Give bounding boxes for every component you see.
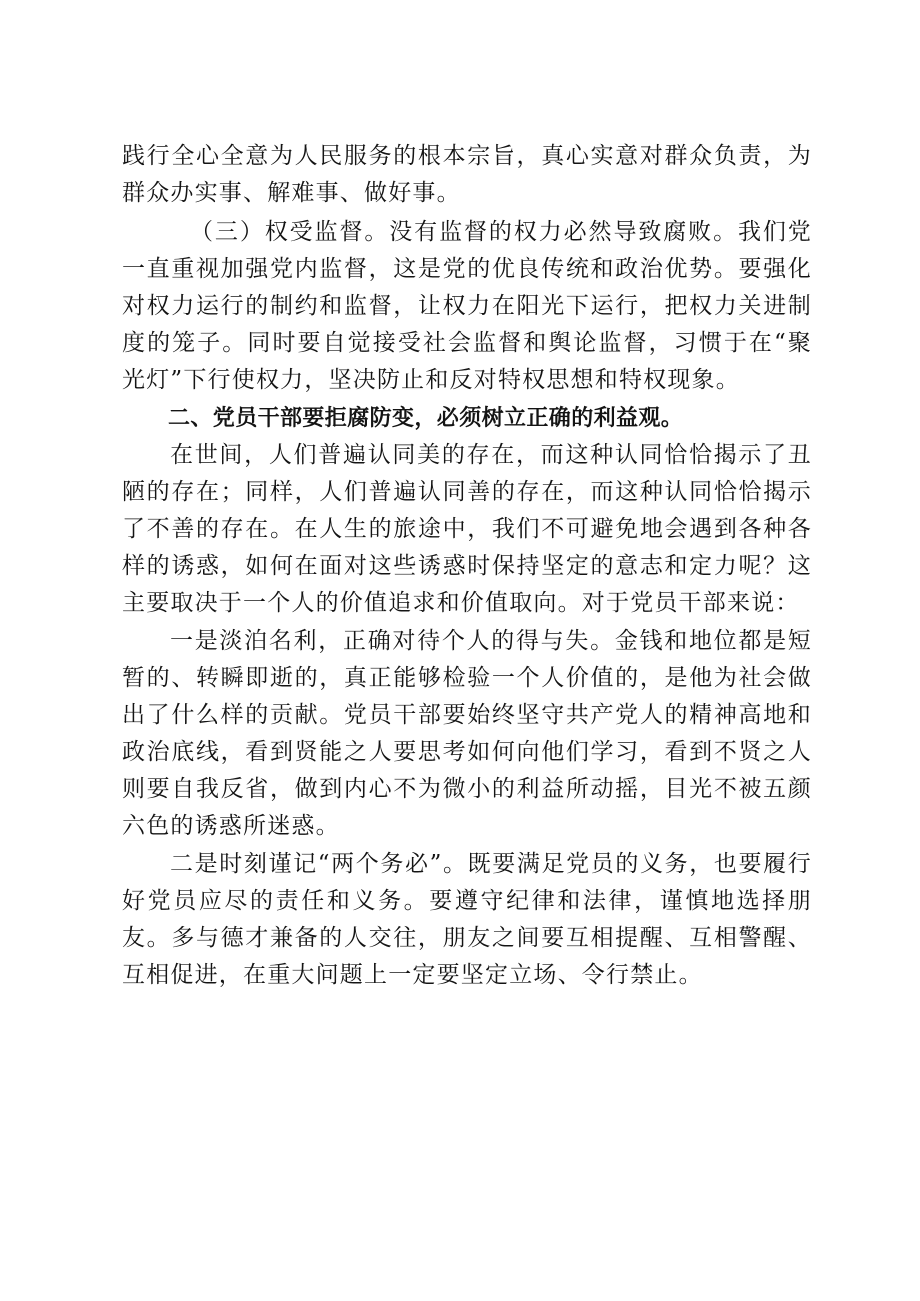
paragraph-temptation: 在世间，人们普遍认同美的存在，而这种认同恰恰揭示了丑陋的存在；同样，人们普遍认同善的存在，而这种认同恰恰揭示了不善的存在。在人生的旅途中，我们不可避免地会遇到各种各样的诱惑，如何在面对这些诱惑时保持坚定的意志和定力呢？这主要取决于一个人的价值追求和价值取向。对于党员干部来说：	[122, 442, 812, 616]
paragraph-point-one: 一是淡泊名利，正确对待个人的得与失。金钱和地位都是短暂的、转瞬即逝的，真正能够检验一个人价值的，是他为社会做出了什么样的贡献。党员干部要始终坚守共产党人的精神高地和政治底线，看到贤能之人要思考如何向他们学习，看到不贤之人则要自我反省，做到内心不为微小的利益所动摇，目光不被五颜六色的诱惑所迷惑。	[122, 628, 812, 839]
document-body	[122, 138, 812, 994]
paragraph-continued: 践行全心全意为人民服务的根本宗旨，真心实意对群众负责，为群众办实事、解难事、做好事。	[122, 143, 812, 206]
paragraph-point-two: 二是时刻谨记“两个务必”。既要满足党员的义务，也要履行好党员应尽的责任和义务。要遵守纪律和法律，谨慎地选择朋友。多与德才兼备的人交往，朋友之间要互相提醒、互相警醒、互相促进，在重大问题上一定要坚定立场、令行禁止。	[122, 851, 812, 988]
paragraph-power-supervision: （三）权受监督。没有监督的权力必然导致腐败。我们党一直重视加强党内监督，这是党的优良传统和政治优势。要强化对权力运行的制约和监督，让权力在阳光下运行，把权力关进制度的笼子。同时要自觉接受社会监督和舆论监督，习惯于在“聚光灯”下行使权力，坚决防止和反对特权思想和特权现象。	[122, 219, 812, 393]
section-heading: 二、党员干部要拒腐防变，必须树立正确的利益观。	[168, 406, 684, 431]
